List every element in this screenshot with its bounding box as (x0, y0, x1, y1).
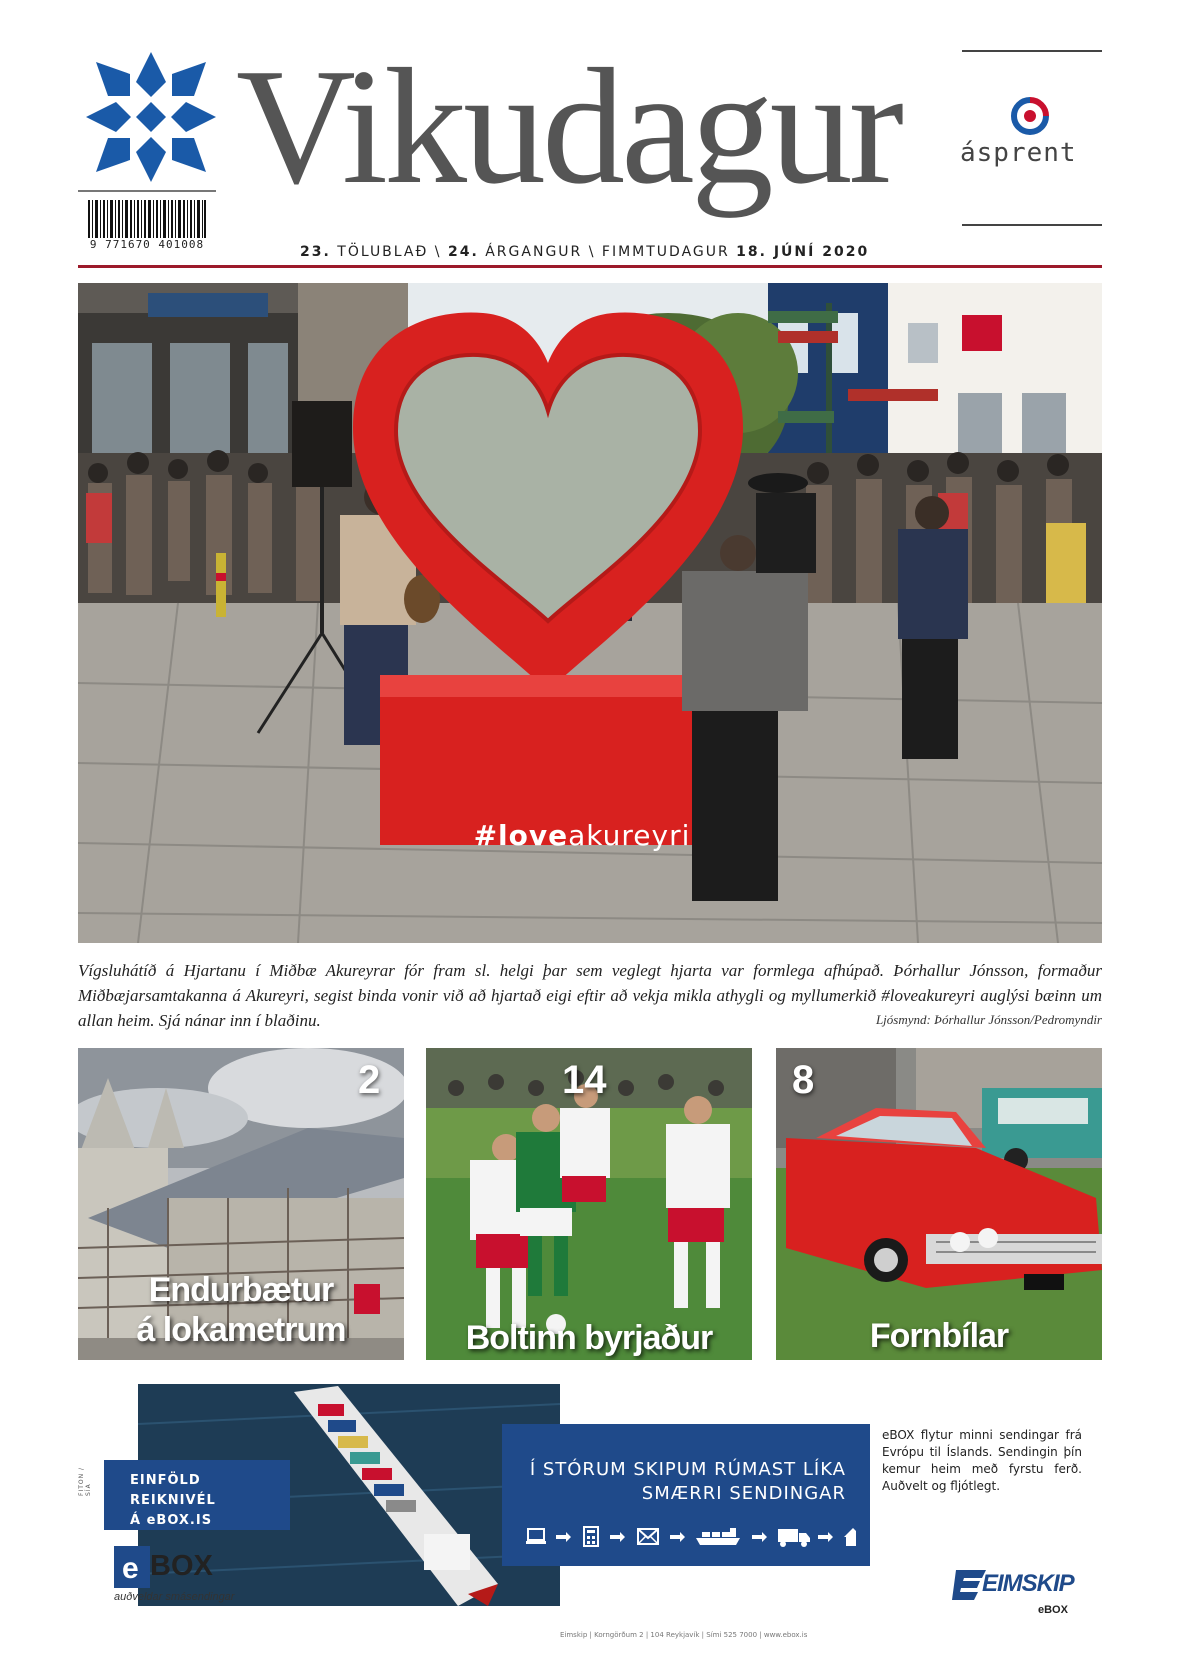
barcode-digits: 9 771670 401008 (89, 238, 205, 251)
ad-footer-contact: Eimskip | Korngörðum 2 | 104 Reykjavík | Sími 525 7000 | www.ebox.is (560, 1631, 808, 1639)
issue-date: 18. JÚNÍ 2020 (736, 244, 870, 260)
volume-number: 24. (447, 244, 479, 260)
sponsor-bottom-rule (962, 224, 1102, 226)
teaser-church-headline-line2: á lokametrum (136, 1311, 346, 1349)
masthead-title: Vikudagur (236, 34, 900, 218)
hero-photo (78, 283, 1102, 943)
ebox-wordmark: BOX (150, 1550, 213, 1582)
issue-number-label: TÖLUBLAÐ (337, 244, 429, 260)
barcode (78, 190, 216, 252)
sponsor-top-rule (962, 50, 1102, 52)
ad-calculator-banner[interactable] (104, 1460, 290, 1530)
ad-headline-line2: SMÆRRI SENDINGAR (641, 1483, 846, 1504)
teaser-cars-headline-line1: Fornbílar (869, 1317, 1009, 1355)
volume-label: ÁRGANGUR (485, 244, 583, 260)
hero-caption: Vígsluhátíð á Hjartanu í Miðbæ Akureyrar fór fram sl. helgi þar sem veglegt hjarta var formlega afhúpað. Þórhallur Jónsson, formaður Miðbæjarsamtakanna á Akureyri, segist binda vonir við að hjartað eigi eftir að vekja mikla athygli og myllumerkið #loveakureyri auglýsi bæinn um allan heim. Sjá nánar inn í blaðinu. (78, 961, 1102, 1030)
teaser-church[interactable] (78, 1048, 404, 1360)
house-icon (844, 1528, 856, 1546)
teaser-cars[interactable] (776, 1048, 1102, 1360)
laptop-icon (526, 1529, 546, 1544)
teaser-church-page: 2 (358, 1058, 381, 1102)
ebox-logo-letter: e (122, 1552, 139, 1585)
issue-weekday: FIMMTUDAGUR (601, 244, 730, 260)
eimskip-ebox-sublabel: eBOX (1038, 1604, 1068, 1616)
ad-headline-line1: Í STÓRUM SKIPUM RÚMAST LÍKA (529, 1459, 846, 1480)
masthead-rule (78, 265, 1102, 268)
asprent-logo-icon (1010, 96, 1050, 136)
teaser-football-headline (426, 1318, 752, 1358)
teaser-cars-page: 8 (792, 1058, 815, 1102)
barcode-bars (88, 200, 206, 238)
teaser-football[interactable] (426, 1048, 752, 1360)
envelope-icon (638, 1529, 658, 1544)
photo-credit: Ljósmynd: Þórhallur Jónsson/Pedromyndir (875, 1012, 1102, 1027)
teaser-cars-photo (776, 1048, 1102, 1360)
truck-icon (778, 1529, 810, 1547)
teaser-church-headline (78, 1270, 404, 1350)
ship-icon (696, 1528, 740, 1545)
teaser-cars-headline (776, 1316, 1102, 1356)
ad-agency-credit: FITON / SÍA (78, 1466, 92, 1496)
vikudagur-star-logo (86, 52, 216, 182)
ad-process-steps (526, 1524, 856, 1550)
issue-line: 23. TÖLUBLAÐ \ 24. ÁRGANGUR \ FIMMTUDAGUR 18. JÚNÍ 2020 (300, 244, 870, 260)
teaser-football-headline-line1: Boltinn byrjaður (465, 1319, 713, 1357)
ad-headline (502, 1458, 846, 1506)
ebox-tagline: auðveldar smásendingar (114, 1591, 235, 1603)
issue-number: 23. (300, 244, 331, 260)
eimskip-wordmark: EIMSKIP (982, 1570, 1074, 1597)
sculpture-hashtag-plain: akureyri (568, 819, 691, 852)
teaser-church-headline-line1: Endurbætur (148, 1271, 334, 1309)
ad-calculator-line1: EINFÖLD REIKNIVÉL (130, 1473, 216, 1508)
ad-headline-banner (502, 1424, 870, 1566)
sculpture-hashtag-bold: #love (473, 819, 569, 852)
ad-calculator-line2: Á eBOX.IS (130, 1513, 213, 1528)
ad-body-text: eBOX flytur minni sendingar frá Evrópu til Íslands. Sendingin þín kemur heim með fyrstu ferð. Auðvelt og fljótlegt. (882, 1428, 1082, 1493)
sponsor-name: ásprent (960, 138, 1077, 168)
calculator-icon (584, 1527, 598, 1546)
sculpture-hashtag (442, 819, 722, 852)
teaser-football-page: 14 (562, 1058, 607, 1102)
eimskip-logo-icon (952, 1570, 986, 1600)
